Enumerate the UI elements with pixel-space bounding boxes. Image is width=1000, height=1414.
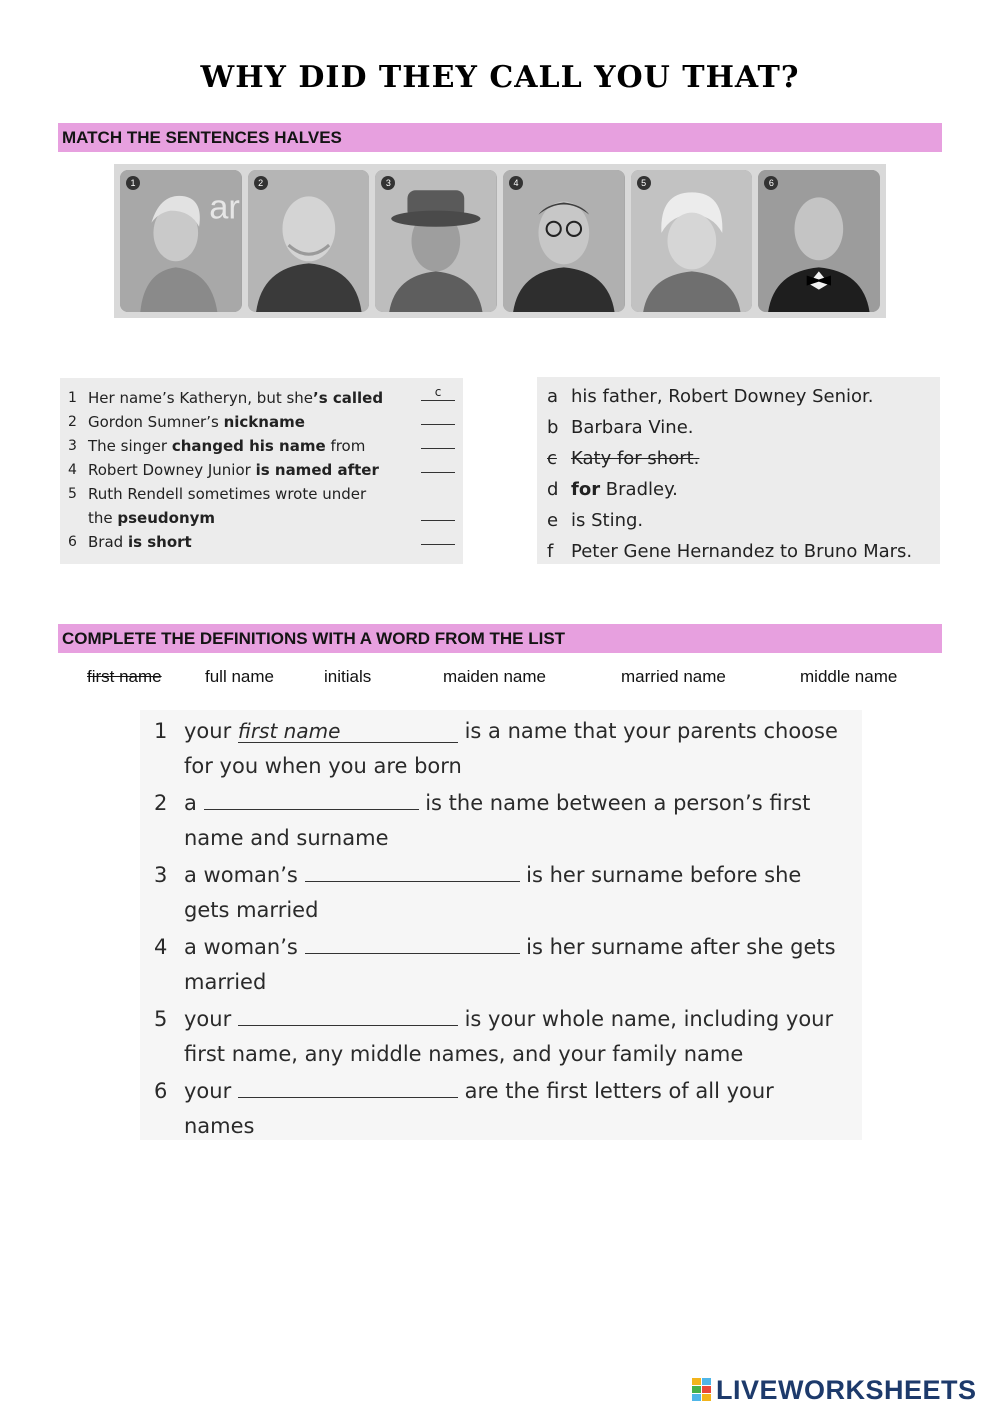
match-left-item: 1 Her name’s Katheryn, but she’s called c [68, 386, 455, 410]
definition-blank[interactable] [238, 1003, 458, 1026]
match-right-item: a his father, Robert Downey Senior. [547, 386, 874, 407]
photo-number: 3 [381, 176, 395, 190]
celebrity-photo-strip [114, 164, 886, 318]
definition-blank[interactable] [204, 787, 419, 810]
page-title: WHY DID THEY CALL YOU THAT? [200, 60, 800, 95]
answer-blank[interactable] [421, 458, 455, 473]
photo-number: 5 [637, 176, 651, 190]
answer-blank[interactable] [421, 434, 455, 449]
answer-blank[interactable] [421, 530, 455, 545]
definition-item: 6 your are the first letters of all your names [154, 1074, 862, 1144]
word-list [0, 667, 1000, 691]
photo-1 [120, 170, 242, 312]
portrait-man-bowtie-icon [758, 170, 880, 312]
photo-5 [631, 170, 753, 312]
match-right-item: b Barbara Vine. [547, 417, 694, 438]
match-right-item: e is Sting. [547, 510, 644, 531]
answer-blank[interactable]: c [421, 386, 455, 401]
definition-blank[interactable]: first name [238, 720, 458, 743]
definition-item: 5 your is your whole name, including your first name, any middle names, and your family name [154, 1002, 862, 1072]
section-heading-complete: COMPLETE THE DEFINITIONS WITH A WORD FROM THE LIST [58, 624, 942, 653]
portrait-man-glasses-icon [503, 170, 625, 312]
section-heading-match: MATCH THE SENTENCES HALVES [58, 123, 942, 152]
photo-number: 2 [254, 176, 268, 190]
match-left-column [60, 378, 463, 564]
match-right-item: d for Bradley. [547, 479, 678, 500]
definition-item: 2 a is the name between a person’s first name and surname [154, 786, 862, 856]
photo-2 [248, 170, 370, 312]
match-right-item-used: c Katy for short. [547, 448, 700, 469]
svg-text:ar: ar [209, 188, 240, 227]
match-left-item-continued: the pseudonym [68, 506, 455, 530]
definitions-list [140, 710, 862, 1140]
match-left-item: 4 Robert Downey Junior is named after [68, 458, 455, 482]
photo-3 [375, 170, 497, 312]
photo-4 [503, 170, 625, 312]
match-left-item: 5 Ruth Rendell sometimes wrote under [68, 485, 367, 503]
photo-6 [758, 170, 880, 312]
portrait-man-bald-icon [248, 170, 370, 312]
definition-blank[interactable] [305, 931, 520, 954]
photo-number: 6 [764, 176, 778, 190]
answer-blank[interactable] [421, 506, 455, 521]
liveworksheets-logo: LIVEWORKSHEETS [692, 1374, 977, 1406]
word-middle-name: middle name [800, 667, 898, 686]
portrait-man-hat-icon [375, 170, 497, 312]
match-left-item: 3 The singer changed his name from [68, 434, 455, 458]
word-full-name: full name [205, 667, 274, 686]
definition-blank[interactable] [305, 859, 520, 882]
word-first-name: first name [87, 667, 162, 686]
portrait-old-woman-icon [631, 170, 753, 312]
word-maiden-name: maiden name [443, 667, 547, 686]
definition-item: 1 your first name is a name that your parents choose for you when you are born [154, 719, 838, 778]
photo-number: 1 [126, 176, 140, 190]
word-initials: initials [324, 667, 372, 686]
liveworksheets-logo-mark-icon [692, 1378, 712, 1402]
match-left-item: 6 Brad is short [68, 530, 455, 554]
portrait-woman-short-hair-icon [120, 170, 242, 312]
word-married-name: married name [621, 667, 726, 686]
photo-number: 4 [509, 176, 523, 190]
definition-item: 4 a woman’s is her surname after she gets married [154, 930, 862, 1000]
match-left-item: 2 Gordon Sumner’s nickname [68, 410, 455, 434]
definition-item: 3 a woman’s is her surname before she gets married [154, 858, 862, 928]
match-right-column [537, 377, 940, 564]
definition-blank[interactable] [238, 1075, 458, 1098]
answer-blank[interactable] [421, 410, 455, 425]
match-right-item: f Peter Gene Hernandez to Bruno Mars. [547, 541, 913, 562]
